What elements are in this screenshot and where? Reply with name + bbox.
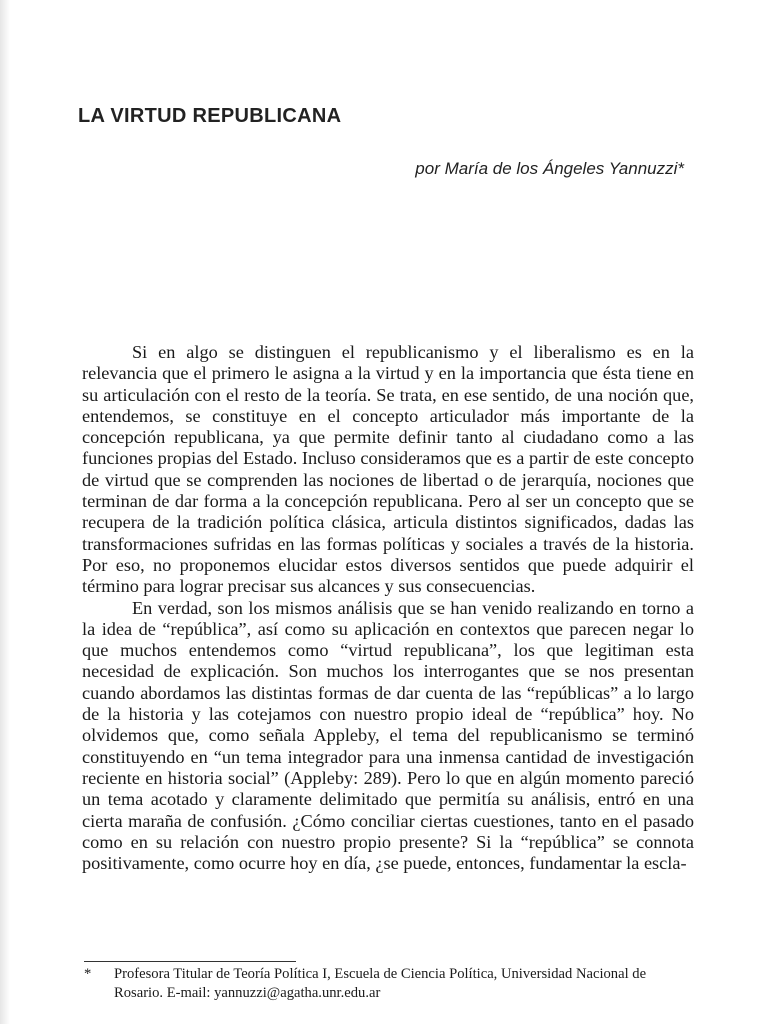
footnote <box>84 965 694 1003</box>
footnote-mark: * <box>84 966 92 982</box>
article-byline: por María de los Ángeles Yannuzzi* <box>415 159 684 178</box>
article-title: LA VIRTUD REPUBLICANA <box>78 105 342 127</box>
footnote-text: Profesora Titular de Teoría Política I, Escuela de Ciencia Política, Universidad Nacional de Rosario. E-mail: yannuzzi@agatha.unr.edu.ar <box>114 966 647 1001</box>
body-paragraph-2: En verdad, son los mismos análisis que se han venido realizando en torno a la idea de “república”, así como su aplicación en contextos que parecen negar lo que muchos entendemos como “virtud republicana”, los que legitiman esta necesidad de explicación. Son muchos los interrogantes que se nos presentan cuando abordamos las distintas formas de dar cuenta de las “repúblicas” a lo largo de la historia y las cotejamos con nuestro propio ideal de “república” hoy. No olvidemos que, como señala Appleby, el tema del republicanismo se terminó constituyendo en “un tema integrador para una inmensa cantidad de investigación reciente en historia social” (Appleby: 289). Pero lo que en algún momento pareció un tema acotado y claramente delimitado que permitía su análisis, entró en una cierta maraña de confusión. ¿Cómo conciliar ciertas cuestiones, tanto en el pasado como en su relación con nuestro propio presente? Si la “república” se connota positivamente, como ocurre hoy en día, ¿se puede, entonces, fundamentar la escla- <box>82 597 694 874</box>
footnote-rule <box>84 961 296 962</box>
body-paragraph-1: Si en algo se distinguen el republicanismo y el liberalismo es en la relevancia que el primero le asigna a la virtud y en la importancia que ésta tiene en su articulación con el resto de la teoría. Se trata, en ese sentido, de una noción que, entendemos, se constituye en el concepto articulador más importante de la concepción republicana, ya que permite definir tanto al ciudadano como a las funciones propias del Estado. Incluso consideramos que es a partir de este concepto de virtud que se comprenden las nociones de libertad o de jerarquía, nociones que terminan de dar forma a la concepción republicana. Pero al ser un concepto que se recupera de la tradición política clásica, articula distintos significados, dadas las transformaciones sufridas en las formas políticas y sociales a través de la historia. Por eso, no proponemos elucidar estos diversos sentidos que puede adquirir el término para lograr precisar sus alcances y sus consecuencias. <box>82 342 694 597</box>
article-body <box>82 342 694 874</box>
page-edge <box>0 0 10 1024</box>
